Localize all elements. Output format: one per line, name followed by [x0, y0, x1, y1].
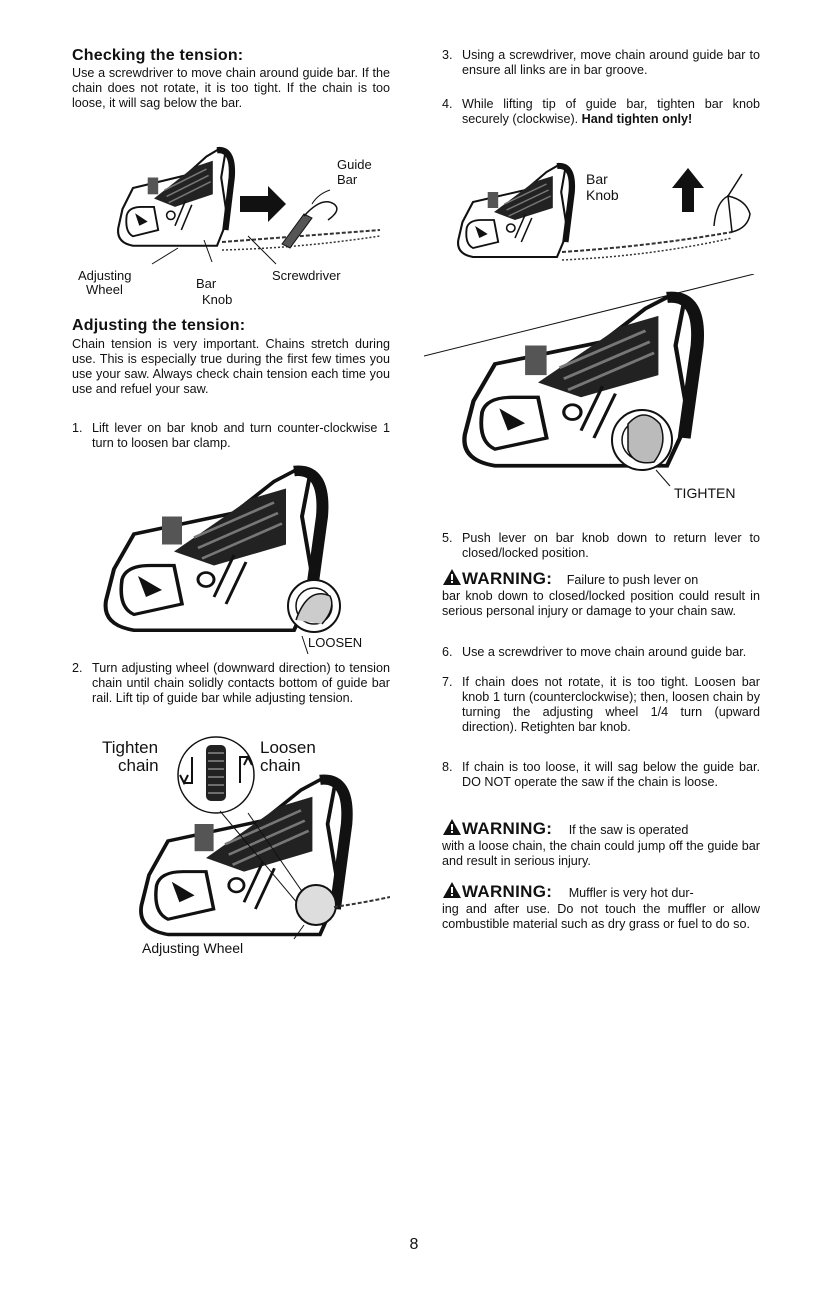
warning-icon [442, 818, 462, 836]
arrow-up-icon [672, 168, 704, 212]
label-loosen-chain-1: Loosen [260, 738, 316, 757]
step-2 [72, 661, 390, 706]
warning-icon [442, 881, 462, 899]
step-6-number: 6. [442, 645, 453, 659]
label-adjusting-wheel: Adjusting Wheel [142, 940, 244, 956]
step-2-text: Turn adjusting wheel (downward direction) to tension chain until chain solidly contacts bottom of guide bar rail. Lift tip of guide bar while adjusting tension. [92, 661, 390, 705]
step-4-number: 4. [442, 97, 453, 111]
warning-1-label: WARNING: [462, 569, 553, 588]
label-guide: Guide [337, 157, 372, 172]
warning-2-label: WARNING: [462, 819, 553, 838]
label-bar-r: Bar [586, 171, 608, 187]
warning-1-text: bar knob down to closed/locked position could result in serious personal injury or damage to your chain saw. [442, 589, 760, 618]
warning-3-text: ing and after use. Do not touch the muffler or allow combustible material such as dry grass or fuel to do so. [442, 902, 760, 931]
adjusting-heading: Adjusting the tension: [72, 317, 246, 334]
step-3-text: Using a screwdriver, move chain around guide bar to ensure all links are in bar groove. [462, 48, 760, 77]
checking-heading: Checking the tension: [72, 47, 244, 64]
warning-1-lead: Failure to push lever on [566, 573, 699, 587]
step-6 [442, 645, 760, 660]
figure-tighten [424, 274, 760, 504]
warning-3 [442, 881, 760, 932]
figure-loosen [72, 456, 390, 654]
step-5 [442, 531, 760, 561]
step-8-number: 8. [442, 760, 453, 774]
checking-body: Use a screwdriver to move chain around guide bar. If the chain does not rotate, it is too tight. If the chain is too loose, it will sag below the bar. [72, 66, 390, 110]
label-knob-r: Knob [586, 187, 619, 203]
figure-checking-tension [72, 144, 390, 314]
warning-3-lead: Muffler is very hot dur- [568, 886, 694, 900]
step-4-text: While lifting tip of guide bar, tighten bar knob securely (clockwise). [462, 97, 760, 126]
label-tighten-chain-2: chain [118, 756, 159, 775]
warning-2-lead: If the saw is operated [568, 823, 689, 837]
step-3-number: 3. [442, 48, 453, 62]
warning-2 [442, 818, 760, 869]
figure-adjusting-wheel [72, 735, 390, 963]
label-bar: Bar [337, 172, 358, 187]
label-knob: Knob [202, 292, 233, 307]
step-5-number: 5. [442, 531, 453, 545]
hand-icon [714, 174, 750, 232]
step-1 [72, 421, 390, 451]
step-5-text: Push lever on bar knob down to return lever to closed/locked position. [462, 531, 760, 560]
arrow-right-icon [240, 186, 286, 222]
step-3 [442, 48, 760, 78]
hand-icon [628, 415, 663, 463]
adjusting-body: Chain tension is very important. Chains stretch during use. This is especially true during the first few times you use your saw. Always check chain tension each time you use and refuel your saw. [72, 337, 390, 396]
step-4 [442, 97, 760, 127]
warning-1 [442, 568, 760, 619]
label-screwdriver: Screwdriver [272, 268, 341, 283]
warning-2-text: with a loose chain, the chain could jump off the guide bar and result in serious injury. [442, 839, 760, 868]
label-loosen: LOOSEN [308, 635, 363, 650]
step-1-number: 1. [72, 421, 83, 435]
page-number: 8 [409, 1236, 419, 1253]
step-2-number: 2. [72, 661, 83, 675]
warning-3-label: WARNING: [462, 882, 553, 901]
step-8-text: If chain is too loose, it will sag below the guide bar. DO NOT operate the saw if the chain is loose. [462, 760, 760, 789]
step-7-text: If chain does not rotate, it is too tight. Loosen bar knob 1 turn (counterclockwise); then, loosen chain by turning the adjusting wheel 1/4 turn (upward direction). Retighten bar knob. [462, 675, 760, 734]
label-tighten-chain-1: Tighten [102, 738, 159, 757]
label-adjusting: Adjusting [78, 268, 132, 283]
step-1-text: Lift lever on bar knob and turn counter-clockwise 1 turn to loosen bar clamp. [92, 421, 390, 450]
step-8 [442, 760, 760, 790]
step-6-text: Use a screwdriver to move chain around guide bar. [462, 645, 747, 659]
step-4-bold: Hand tighten only! [581, 112, 693, 126]
label-tighten: TIGHTEN [674, 485, 736, 501]
step-7-number: 7. [442, 675, 453, 689]
step-7 [442, 675, 760, 735]
label-bar-2: Bar [196, 276, 217, 291]
label-wheel: Wheel [86, 282, 123, 297]
warning-icon [442, 568, 462, 586]
label-loosen-chain-2: chain [260, 756, 301, 775]
